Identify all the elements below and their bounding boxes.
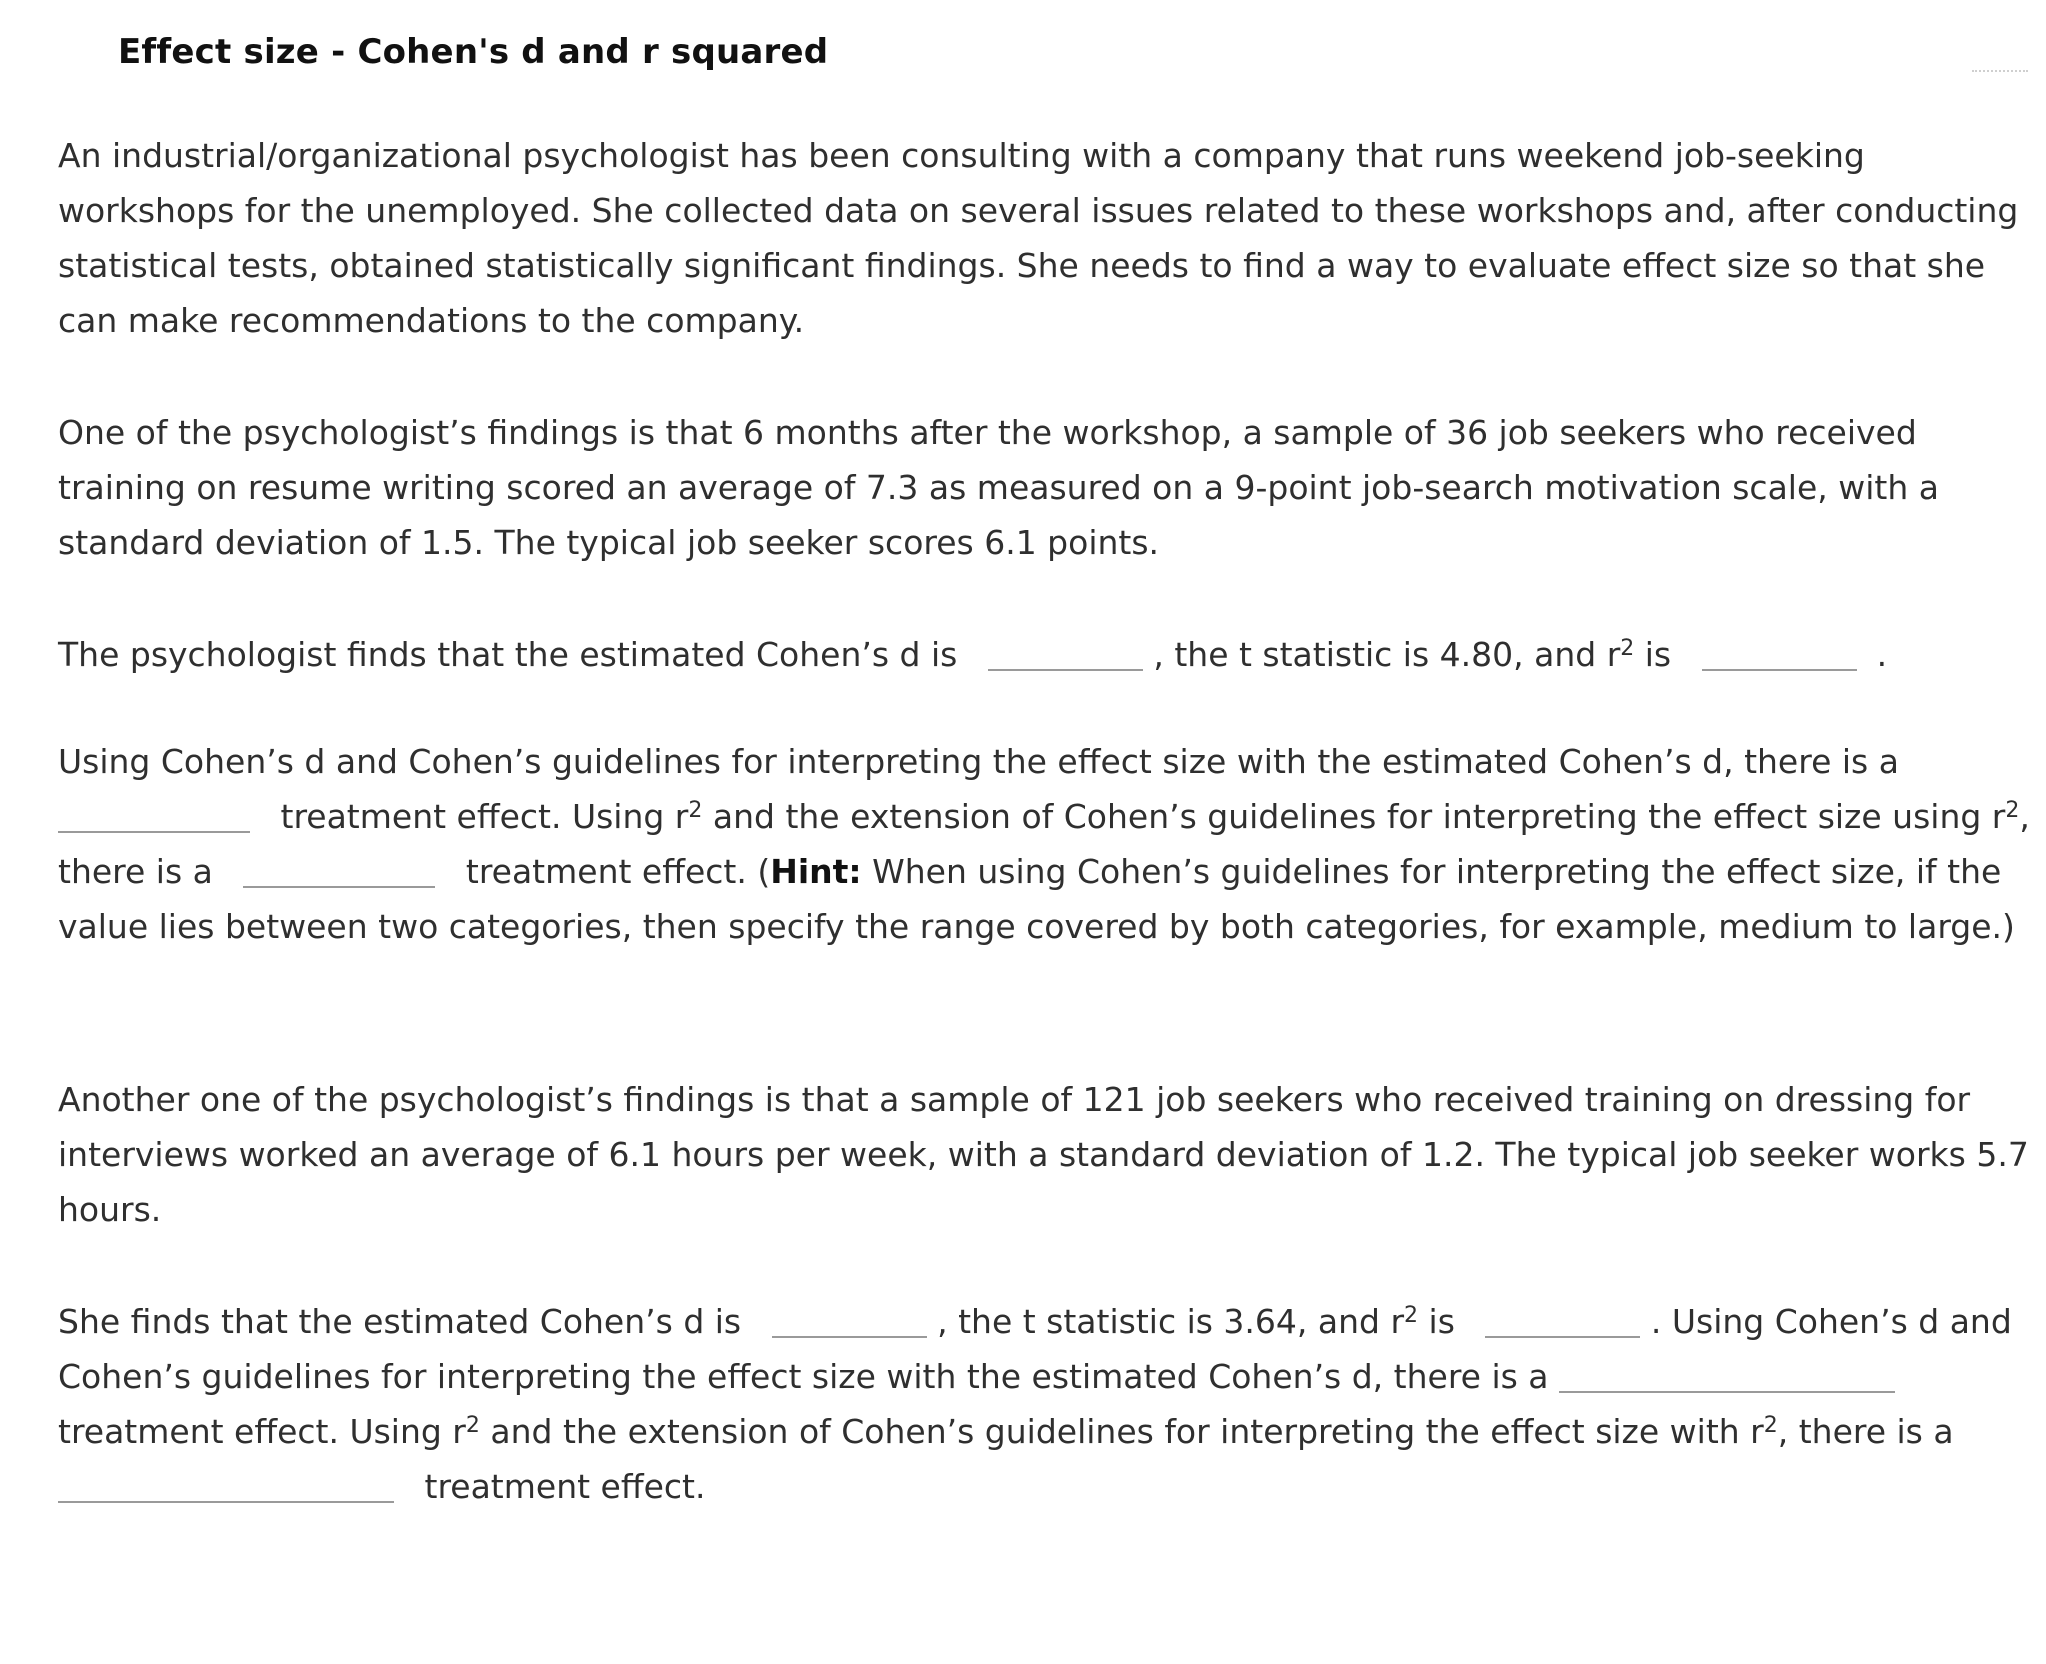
q2-text-d: , there is a — [58, 797, 2030, 891]
cohens-d-answer-2[interactable] — [772, 1336, 927, 1338]
q1-text-c: is — [1634, 635, 1672, 674]
corner-decoration — [1972, 70, 2028, 72]
page-title: Effect size - Cohen's d and r squared — [118, 32, 829, 72]
q2-text-e: treatment effect. ( — [465, 852, 771, 891]
q3-sup-1: 2 — [1404, 1303, 1419, 1328]
intro-paragraph: An industrial/organizational psychologist has been consulting with a company that runs weekend job-seeking workshops for the unemployed. She collected data on several issues related to these workshops and, after conducting statistical tests, obtained statistically significant findings. She needs to find a way to evaluate effect size so that she can make recommendations to the company. — [58, 136, 2019, 340]
q1-text-a: The psychologist finds that the estimated Cohen’s d is — [58, 635, 958, 674]
q3-sup-3: 2 — [1763, 1413, 1778, 1438]
finding-1-paragraph: One of the psychologist’s findings is that 6 months after the workshop, a sample of 36 job seekers who received training on resume writing scored an average of 7.3 as measured on a 9-point job-search motivation scale, with a standard deviation of 1.5. The typical job seeker scores 6.1 points. — [58, 413, 1939, 562]
hint-label: Hint: — [770, 852, 862, 891]
cohens-d-effect-answer-1[interactable] — [58, 831, 250, 833]
q2-sup-2: 2 — [2005, 798, 2020, 823]
question-2 — [58, 734, 2033, 954]
q3-text-b: , the t statistic is 3.64, and r — [937, 1302, 1405, 1341]
r-squared-answer-1[interactable] — [1702, 669, 1857, 671]
q2-text-c: and the extension of Cohen’s guidelines for interpreting the effect size using r — [702, 797, 2006, 836]
cohens-d-answer-1[interactable] — [988, 669, 1143, 671]
q3-text-h: treatment effect. — [424, 1467, 706, 1506]
q3-text-e: treatment effect. Using r — [58, 1412, 466, 1451]
hint-text: When using Cohen’s guidelines for interpreting the effect size, if the value lies between two categories, then specify the range covered by both categories, for example, medium to large.) — [58, 852, 2015, 946]
question-1 — [58, 627, 2033, 682]
q2-text-b: treatment effect. Using r — [280, 797, 689, 836]
question-3 — [58, 1294, 2033, 1514]
q3-text-g: , there is a — [1777, 1412, 1954, 1451]
q1-period: . — [1876, 635, 1888, 674]
q3-sup-2: 2 — [465, 1413, 480, 1438]
r-squared-effect-answer-2[interactable] — [58, 1501, 394, 1503]
cohens-d-effect-answer-2[interactable] — [1559, 1391, 1895, 1393]
q1-sup: 2 — [1620, 636, 1635, 661]
q3-text-d: . Using Cohen’s d and Cohen’s guidelines for interpreting the effect size with the estimated Cohen’s d, there is a — [58, 1302, 2012, 1396]
r-squared-effect-answer-1[interactable] — [243, 886, 435, 888]
q3-text-f: and the extension of Cohen’s guidelines for interpreting the effect size with r — [479, 1412, 1764, 1451]
q2-sup-1: 2 — [688, 798, 703, 823]
question-content — [58, 128, 2033, 1514]
q3-text-a: She finds that the estimated Cohen’s d is — [58, 1302, 742, 1341]
q1-text-b: , the t statistic is 4.80, and r — [1153, 635, 1621, 674]
finding-2-paragraph: Another one of the psychologist’s findings is that a sample of 121 job seekers who received training on dressing for interviews worked an average of 6.1 hours per week, with a standard deviation of 1.2. The typical job seeker works 5.7 hours. — [58, 1080, 2029, 1229]
r-squared-answer-2[interactable] — [1485, 1336, 1640, 1338]
q3-text-c: is — [1418, 1302, 1455, 1341]
q2-text-a: Using Cohen’s d and Cohen’s guidelines for interpreting the effect size with the estimated Cohen’s d, there is a — [58, 742, 1899, 781]
